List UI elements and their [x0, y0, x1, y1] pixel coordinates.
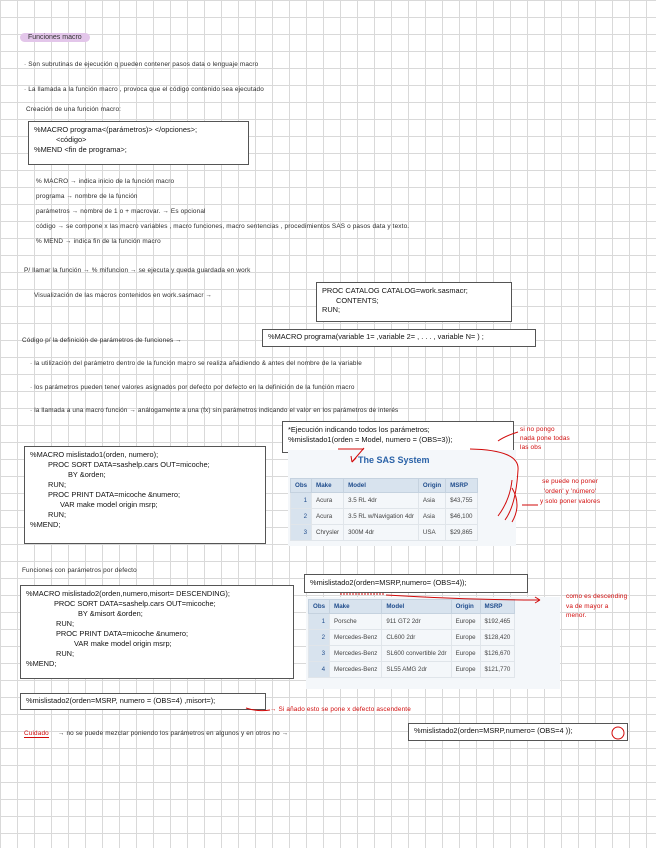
table-cell: 4 [309, 662, 330, 678]
code-line: %MACRO programa(variable 1= ,variable 2= , . . . , variable N= ) ; [268, 332, 484, 341]
table-cell: Chrysler [312, 525, 344, 541]
bullet-call: · la llamada a una macro función → análogamente a una (fx) sin parámetros indicando el valor en los parámetros de interés [30, 407, 399, 414]
table-cell: 1 [291, 493, 312, 509]
note-line: las obs [520, 444, 542, 451]
arrow-stroke [498, 432, 518, 441]
table-cell: 3 [309, 646, 330, 662]
part-parametros: parámetros → nombre de 1 o + macrovar. → Es opcional [36, 208, 206, 215]
column-header: Make [330, 600, 382, 614]
circle-stroke [612, 727, 624, 739]
note-line: nada pone todas [520, 435, 570, 442]
table-cell: Europe [451, 662, 480, 678]
table-cell: Asia [418, 509, 445, 525]
call-function-line: P/ llamar la función → % mifuncion → se ejecuta y queda guardada en work [24, 267, 251, 274]
code-comment: *Ejecución indicando todos los parámetros; [288, 425, 430, 434]
params-definition-line: Código p/ la definición de parámetros de funciones → [22, 337, 182, 344]
note-line: si no pongo [520, 426, 555, 433]
code-line: PROC SORT DATA=sashelp.cars OUT=micoche; [48, 460, 210, 469]
code-line: VAR make model origin msrp; [60, 500, 158, 509]
part-codigo: código → se compone x las macro variables , macro funciones, macro sentencias , procedimientos SAS o pasos data y texto. [36, 223, 410, 230]
table-cell: $29,865 [446, 525, 477, 541]
code-line: RUN; [56, 649, 75, 658]
note-line: va de mayor a [566, 602, 609, 610]
code-line: PROC PRINT DATA=micoche &numero; [48, 490, 181, 499]
table-cell: Asia [418, 493, 445, 509]
table-cell: Mercedes-Benz [330, 662, 382, 678]
table-cell: Mercedes-Benz [330, 630, 382, 646]
code-line: %MACRO mislistado1(orden, numero); [30, 450, 159, 459]
code-line: %MACRO mislistado2(orden,numero,misort= DESCENDING); [26, 589, 230, 598]
column-header: Obs [291, 479, 312, 493]
red-note-ascending: → Si añado esto se pone x defecto ascendente [270, 706, 411, 713]
table-cell: 300M 4dr [344, 525, 419, 541]
table-cell: Porsche [330, 614, 382, 630]
code-line: %MEND; [30, 520, 61, 529]
table-cell: 3 [291, 525, 312, 541]
table-cell: $121,770 [480, 662, 515, 678]
arrow-stroke [246, 708, 270, 711]
note-line: 'orden' y 'número' [543, 488, 597, 495]
table-cell: Acura [312, 493, 344, 509]
column-header: MSRP [480, 600, 515, 614]
table-cell: Europe [451, 614, 480, 630]
table-cell: 3.5 RL w/Navigation 4dr [344, 509, 419, 525]
table-cell: SL600 convertible 2dr [382, 646, 451, 662]
code-line: PROC CATALOG CATALOG=work.sasmacr; [322, 286, 468, 295]
column-header: Origin [418, 479, 445, 493]
column-header: Model [344, 479, 419, 493]
note-line: menor. [566, 612, 587, 619]
table-cell: $192,465 [480, 614, 515, 630]
table-cell: Mercedes-Benz [330, 646, 382, 662]
table-cell: Acura [312, 509, 344, 525]
code-line: RUN; [48, 480, 67, 489]
sas-system-title: The SAS System [358, 455, 430, 465]
table-cell: $46,100 [446, 509, 477, 525]
intro-line-1: · Son subrutinas de ejecución q pueden contener pasos data o lenguaje macro [24, 61, 259, 68]
code-line: %mislistado2(orden=MSRP, numero = (OBS=4) ,misort=); [26, 696, 216, 705]
table-cell: 3.5 RL 4dr [344, 493, 419, 509]
code-line: BY &orden; [68, 470, 106, 479]
code-line: PROC PRINT DATA=micoche &numero; [56, 629, 189, 638]
part-programa: programa → nombre de la función [36, 193, 138, 200]
code-line: <código> [56, 135, 87, 144]
table-cell: Europe [451, 646, 480, 662]
code-line: VAR make model origin msrp; [74, 639, 172, 648]
code-line: %MACRO programa<(parámetros)> </opciones>; [34, 125, 198, 134]
table-cell: 2 [291, 509, 312, 525]
column-header: Obs [309, 600, 330, 614]
note-line: y solo poner valores [540, 498, 601, 505]
table-cell: $128,420 [480, 630, 515, 646]
code-line: %mislistado1(orden = Model, numero = (OBS=3)); [288, 435, 453, 444]
table-cell: Europe [451, 630, 480, 646]
table-cell: 1 [309, 614, 330, 630]
table-cell: $43,755 [446, 493, 477, 509]
arrow-stroke [386, 595, 540, 600]
table-cell: CL600 2dr [382, 630, 451, 646]
arrow-head [351, 456, 356, 462]
code-line: RUN; [56, 619, 75, 628]
code-line: PROC SORT DATA=sashelp.cars OUT=micoche; [54, 599, 216, 608]
code-line: RUN; [48, 510, 67, 519]
table-cell: 2 [309, 630, 330, 646]
code-line: RUN; [322, 305, 341, 314]
column-header: Make [312, 479, 344, 493]
page-title: Funciones macro [20, 33, 90, 42]
table-cell: SL55 AMG 2dr [382, 662, 451, 678]
bullet-defaults: · los parámetros pueden tener valores asignados por defecto por defecto en la definición de la función macro [30, 384, 355, 391]
code-line: BY &misort &orden; [78, 609, 143, 618]
code-line: %mislistado2(orden=MSRP,numero= (OBS=4)); [310, 578, 467, 587]
part-mend: % MEND → indica fin de la función macro [36, 238, 161, 245]
column-header: Origin [451, 600, 480, 614]
table-cell: $126,670 [480, 646, 515, 662]
column-header: Model [382, 600, 451, 614]
section-heading-creation: Creación de una función macro: [26, 106, 122, 113]
code-line: %MEND <fin de programa>; [34, 145, 127, 154]
arrow-stroke [470, 449, 518, 520]
section-heading-defaults: Funciones con parámetros por defecto [22, 567, 137, 574]
note-line: como es descending [566, 593, 628, 600]
code-line: %mislistado2(orden=MSRP,numero= (OBS=4 )); [414, 726, 573, 735]
code-line: CONTENTS; [336, 295, 379, 305]
column-header: MSRP [446, 479, 477, 493]
cuidado-label: Cuidado [24, 730, 49, 737]
view-macros-line: Visualización de las macros contenidos en work.sasmacr → [34, 292, 213, 299]
note-line: se puede no poner [542, 478, 599, 485]
part-macro: % MACRO → indica inicio de la función macro [36, 178, 175, 185]
table-cell: 911 GT2 2dr [382, 614, 451, 630]
table-cell: USA [418, 525, 445, 541]
bullet-ampersand: · la utilización del parámetro dentro de la función macro se realiza añadiendo & antes del nombre de la variable [30, 360, 362, 367]
code-line: %MEND; [26, 659, 57, 668]
cuidado-line: → no se puede mezclar poniendo los parámetros en algunos y en otros no → [58, 730, 289, 737]
intro-line-2: · La llamada a la función macro , provoca que el código contenido sea ejecutado [24, 86, 264, 93]
